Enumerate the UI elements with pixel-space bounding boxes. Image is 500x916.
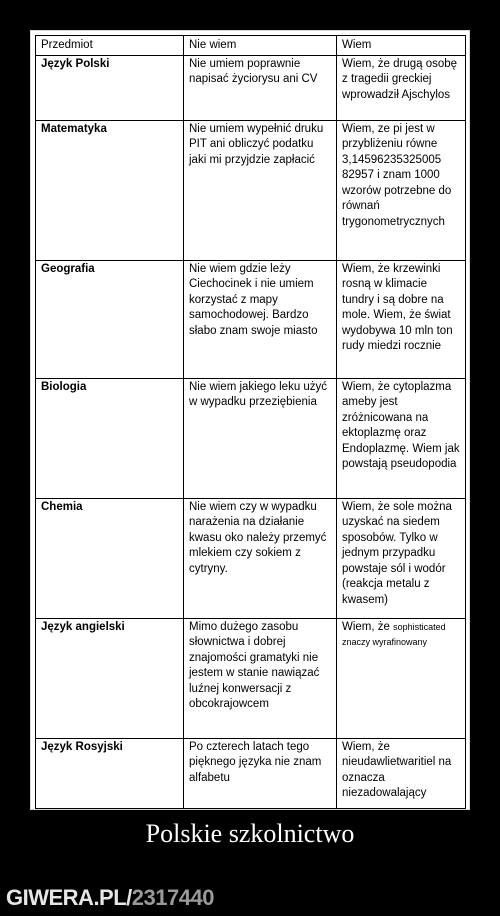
table-row [36,55,466,120]
subject-cell: Język Rosyjski [36,738,184,808]
poster-caption: Polskie szkolnictwo [145,819,355,848]
table-row [36,378,466,498]
header-przedmiot: Przedmiot [36,36,184,56]
table-row [36,120,466,260]
watermark-id: 2317440 [131,885,214,910]
nie-wiem-cell: Nie wiem czy w wypadku narażenia na działanie kwasu oko należy przemyć mlekiem czy sokiem z cytryny. [184,498,337,618]
header-wiem: Wiem [337,36,466,56]
header-row [36,36,466,56]
table-row [36,260,466,378]
wiem-cell: Wiem, że krzewinki rosną w klimacie tundry i są dobre na mole. Wiem, że świat wydobywa 10 mln ton rudy miedzi rocznie [337,260,466,378]
wiem-cell: Wiem, że cytoplazma ameby jest zróżnicowana na ektoplazmę oraz Endoplazmę. Wiem jak powstają pseudopodia [337,378,466,498]
nie-wiem-cell: Nie wiem jakiego leku użyć w wypadku przeziębienia [184,378,337,498]
nie-wiem-cell: Po czterech latach tego pięknego języka nie znam alfabetu [184,738,337,808]
wiem-cell: Wiem, ze pi jest w przybliżeniu równe 3,14596235325005 82957 i znam 1000 wzorów potrzebne do równań trygonometrycznych [337,120,466,260]
table-row [36,498,466,618]
nie-wiem-cell: Nie umiem poprawnie napisać życiorysu ani CV [184,55,337,120]
watermark-site: GIWERA.PL/ [6,885,132,910]
subject-cell: Język angielski [36,618,184,738]
header-nie-wiem: Nie wiem [184,36,337,56]
subject-cell: Matematyka [36,120,184,260]
subject-cell: Geografia [36,260,184,378]
subject-cell: Chemia [36,498,184,618]
wiem-small-text: sophisticated znaczy wyrafinowany [342,621,446,647]
comparison-table [35,35,466,809]
wiem-cell: Wiem, że nieudawlietwaritiel na oznacza niezadowalający [337,738,466,808]
poster-frame [30,30,470,810]
subject-cell: Język Polski [36,55,184,120]
subject-cell: Biologia [36,378,184,498]
nie-wiem-cell: Nie wiem gdzie leży Ciechocinek i nie umiem korzystać z mapy samochodowej. Bardzo słabo znam swoje miasto [184,260,337,378]
wiem-cell: Wiem, że sole można uzyskać na siedem sposobów. Tylko w jednym przypadku powstaje sól i wodór (reakcja metalu z kwasem) [337,498,466,618]
wiem-cell [337,618,466,738]
table-row [36,618,466,738]
wiem-text: Wiem, że [342,620,390,633]
nie-wiem-cell: Mimo dużego zasobu słownictwa i dobrej znajomości gramatyki nie jestem w stanie nawiązać luźnej konwersacji z obcokrajowcem [184,618,337,738]
wiem-cell: Wiem, że drugą osobę z tragedii greckiej wprowadził Ajschylos [337,55,466,120]
site-watermark [6,885,214,911]
nie-wiem-cell: Nie umiem wypełnić druku PIT ani obliczyć podatku jaki mi przyjdzie zapłacić [184,120,337,260]
table-row [36,738,466,808]
